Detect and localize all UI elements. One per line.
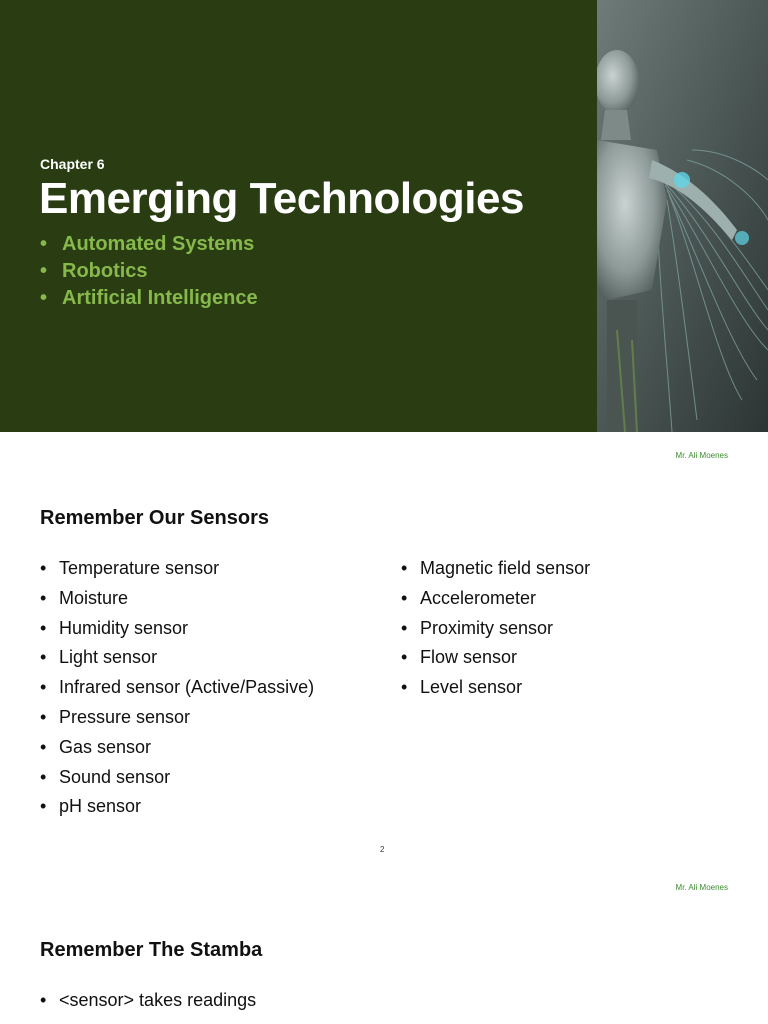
page-number: 2 <box>380 845 385 854</box>
topic-label: Robotics <box>62 260 148 282</box>
slide-title: Emerging Technologies <box>39 174 524 223</box>
stamba-list <box>40 986 256 1016</box>
list-item: • Proximity sensor <box>401 614 590 644</box>
list-item: • Sound sensor <box>40 763 314 793</box>
bullet-icon: • <box>401 647 408 668</box>
list-item: • Moisture <box>40 584 314 614</box>
list-item: • Humidity sensor <box>40 614 314 644</box>
topic-list <box>40 231 258 312</box>
list-item: • Level sensor <box>401 673 590 703</box>
robot-image <box>597 0 768 432</box>
list-item: • Infrared sensor (Active/Passive) <box>40 673 314 703</box>
topic-item <box>40 285 258 312</box>
bullet-icon: • <box>40 677 47 698</box>
bullet-icon: • <box>40 287 48 309</box>
bullet-icon: • <box>401 617 408 638</box>
author-label: Mr. Ali Moenes <box>675 451 728 460</box>
list-item: • Pressure sensor <box>40 703 314 733</box>
sensor-list-right <box>401 554 590 703</box>
chapter-label: Chapter 6 <box>40 156 105 172</box>
list-item: • Light sensor <box>40 643 314 673</box>
bullet-icon: • <box>40 766 47 787</box>
bullet-icon: • <box>40 587 47 608</box>
bullet-icon: • <box>401 587 408 608</box>
list-item: • Magnetic field sensor <box>401 554 590 584</box>
bullet-icon: • <box>40 647 47 668</box>
bullet-icon: • <box>401 558 408 578</box>
slide-heading: Remember The Stamba <box>40 939 263 961</box>
bullet-icon: • <box>40 260 48 282</box>
bullet-icon: • <box>40 558 47 578</box>
bullet-icon: • <box>40 990 47 1010</box>
topic-label: Artificial Intelligence <box>62 287 258 309</box>
title-slide <box>0 0 768 432</box>
list-item: • Flow sensor <box>401 643 590 673</box>
list-item: • <sensor> takes readings <box>40 986 256 1016</box>
author-label: Mr. Ali Moenes <box>675 883 728 892</box>
bullet-icon: • <box>40 796 47 817</box>
bullet-icon: • <box>401 677 408 698</box>
list-item: • Temperature sensor <box>40 554 314 584</box>
list-item: • Gas sensor <box>40 733 314 763</box>
topic-label: Automated Systems <box>62 233 255 255</box>
topic-item <box>40 231 258 258</box>
bullet-icon: • <box>40 736 47 757</box>
list-item: • pH sensor <box>40 792 314 822</box>
topic-item <box>40 258 258 285</box>
sensor-list-left <box>40 554 314 822</box>
list-item: • Accelerometer <box>401 584 590 614</box>
bullet-icon: • <box>40 233 48 255</box>
bullet-icon: • <box>40 706 47 727</box>
slide-heading: Remember Our Sensors <box>40 507 269 529</box>
bullet-icon: • <box>40 617 47 638</box>
